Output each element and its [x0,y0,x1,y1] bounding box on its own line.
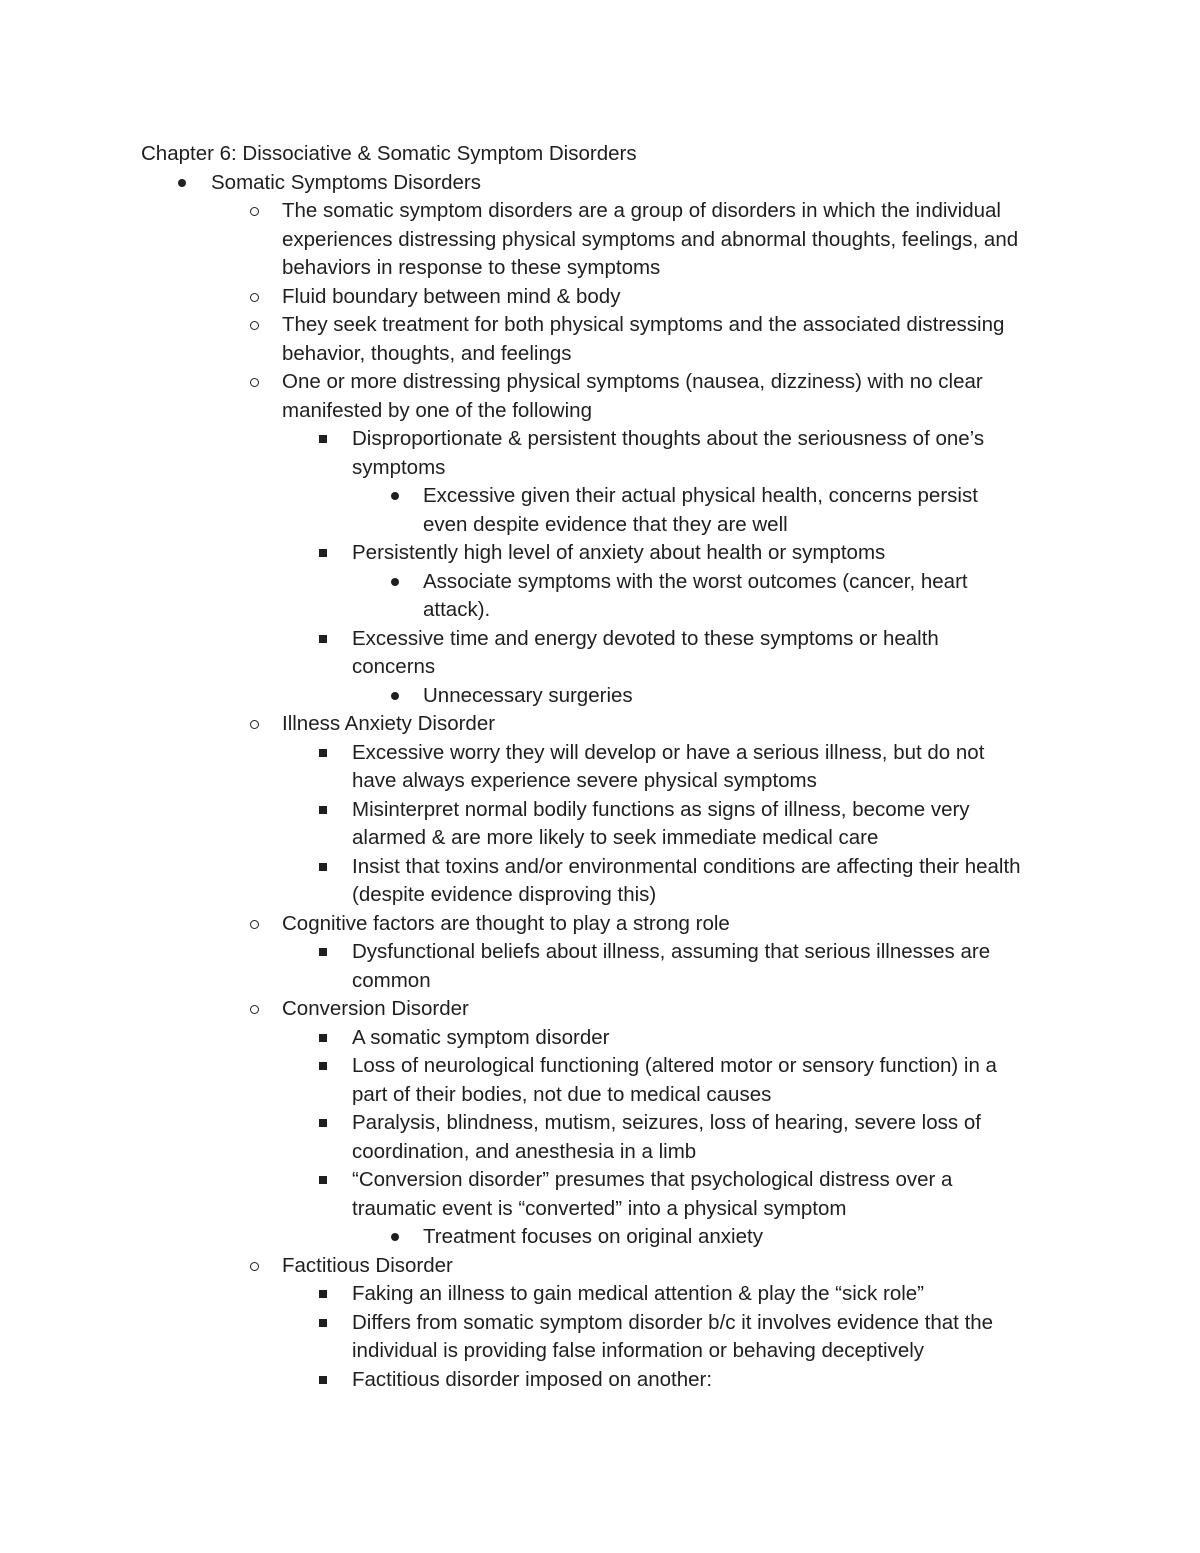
square-bullet-icon [319,863,327,871]
square-bullet-icon [319,1290,327,1298]
list-item-text: attack). [423,598,491,621]
list-item-text: Insist that toxins and/or environmental conditions are affecting their health [352,854,1021,878]
list-item-text: Excessive worry they will develop or have a serious illness, but do not [352,740,985,764]
list-item-text: behavior, thoughts, and feelings [282,341,572,365]
list-item-text: Associate symptoms with the worst outcomes (cancer, heart [423,569,968,593]
list-item-text: The somatic symptom disorders are a group of disorders in which the individual [282,199,1001,222]
list-item-text: Disproportionate & persistent thoughts about the seriousness of one’s [352,427,985,450]
list-item-text: Fluid boundary between mind & body [282,284,621,308]
square-bullet-icon [319,948,327,956]
list-item-text: Persistently high level of anxiety about health or symptoms [352,541,886,564]
list-item-text: Excessive time and energy devoted to these symptoms or health [352,626,939,650]
circle-bullet-icon [250,378,259,387]
list-item-text: Dysfunctional beliefs about illness, assuming that serious illnesses are [352,940,991,963]
square-bullet-icon [319,749,327,757]
list-item-text: even despite evidence that they are well [423,512,788,536]
circle-bullet-icon [250,321,259,330]
list-item-text: concerns [352,655,436,678]
list-item-text: Faking an illness to gain medical attention & play the “sick role” [352,1282,925,1305]
list-item-text: part of their bodies, not due to medical causes [352,1082,772,1106]
list-item-text: Differs from somatic symptom disorder b/c it involves evidence that the [352,1310,994,1334]
list-item-text: Treatment focuses on original anxiety [423,1225,763,1248]
square-bullet-icon [319,435,327,443]
circle-bullet-icon [250,207,259,216]
disc-bullet-icon [391,492,399,500]
disc-bullet-icon [391,692,399,700]
disc-bullet-icon [391,578,399,586]
list-item-text: have always experience severe physical symptoms [352,769,817,792]
square-bullet-icon [319,1376,327,1384]
square-bullet-icon [319,1062,327,1070]
circle-bullet-icon [250,1262,259,1271]
circle-bullet-icon [250,1005,259,1014]
list-item-text: One or more distressing physical symptoms (nausea, dizziness) with no clear [282,370,983,393]
circle-bullet-icon [250,720,259,729]
list-item-text: alarmed & are more likely to seek immediate medical care [352,826,879,849]
list-item-text: “Conversion disorder” presumes that psychological distress over a [352,1168,953,1191]
list-item-text: individual is providing false information or behaving deceptively [352,1339,925,1362]
list-item-text: Excessive given their actual physical health, concerns persist [423,484,978,507]
list-item-text: coordination, and anesthesia in a limb [352,1139,697,1163]
list-item-text: Cognitive factors are thought to play a strong role [282,911,730,935]
square-bullet-icon [319,1176,327,1184]
list-item-text: Misinterpret normal bodily functions as signs of illness, become very [352,797,970,821]
list-item-text: A somatic symptom disorder [352,1025,610,1049]
list-item-text: behaviors in response to these symptoms [282,256,661,279]
list-item-text: (despite evidence disproving this) [352,883,657,906]
list-item-text: traumatic event is “converted” into a physical symptom [352,1196,847,1220]
square-bullet-icon [319,549,327,557]
list-item-text: Paralysis, blindness, mutism, seizures, loss of hearing, severe loss of [352,1111,981,1134]
list-item-text: Factitious Disorder [282,1253,453,1277]
square-bullet-icon [319,806,327,814]
square-bullet-icon [319,1319,327,1327]
disc-bullet-icon [391,1233,399,1241]
list-item-text: They seek treatment for both physical symptoms and the associated distressing [282,313,1005,336]
square-bullet-icon [319,635,327,643]
list-item-text: manifested by one of the following [282,398,592,422]
disc-bullet-icon [178,179,186,187]
list-item-text: Unnecessary surgeries [423,683,633,707]
list-item-text: Loss of neurological functioning (altered motor or sensory function) in a [352,1054,997,1077]
square-bullet-icon [319,1119,327,1127]
list-item-text: Somatic Symptoms Disorders [211,170,481,194]
list-item-text: symptoms [352,455,446,479]
list-item-text: Factitious disorder imposed on another: [352,1367,713,1391]
page-title-text: Chapter 6: Dissociative & Somatic Symptom Disorders [141,142,637,165]
circle-bullet-icon [250,293,259,302]
circle-bullet-icon [250,920,259,929]
square-bullet-icon [319,1034,327,1042]
list-item-text: Illness Anxiety Disorder [282,712,496,735]
list-item-text: experiences distressing physical symptoms and abnormal thoughts, feelings, and [282,227,1019,251]
list-item-text: common [352,968,431,992]
list-item-text: Conversion Disorder [282,997,469,1020]
